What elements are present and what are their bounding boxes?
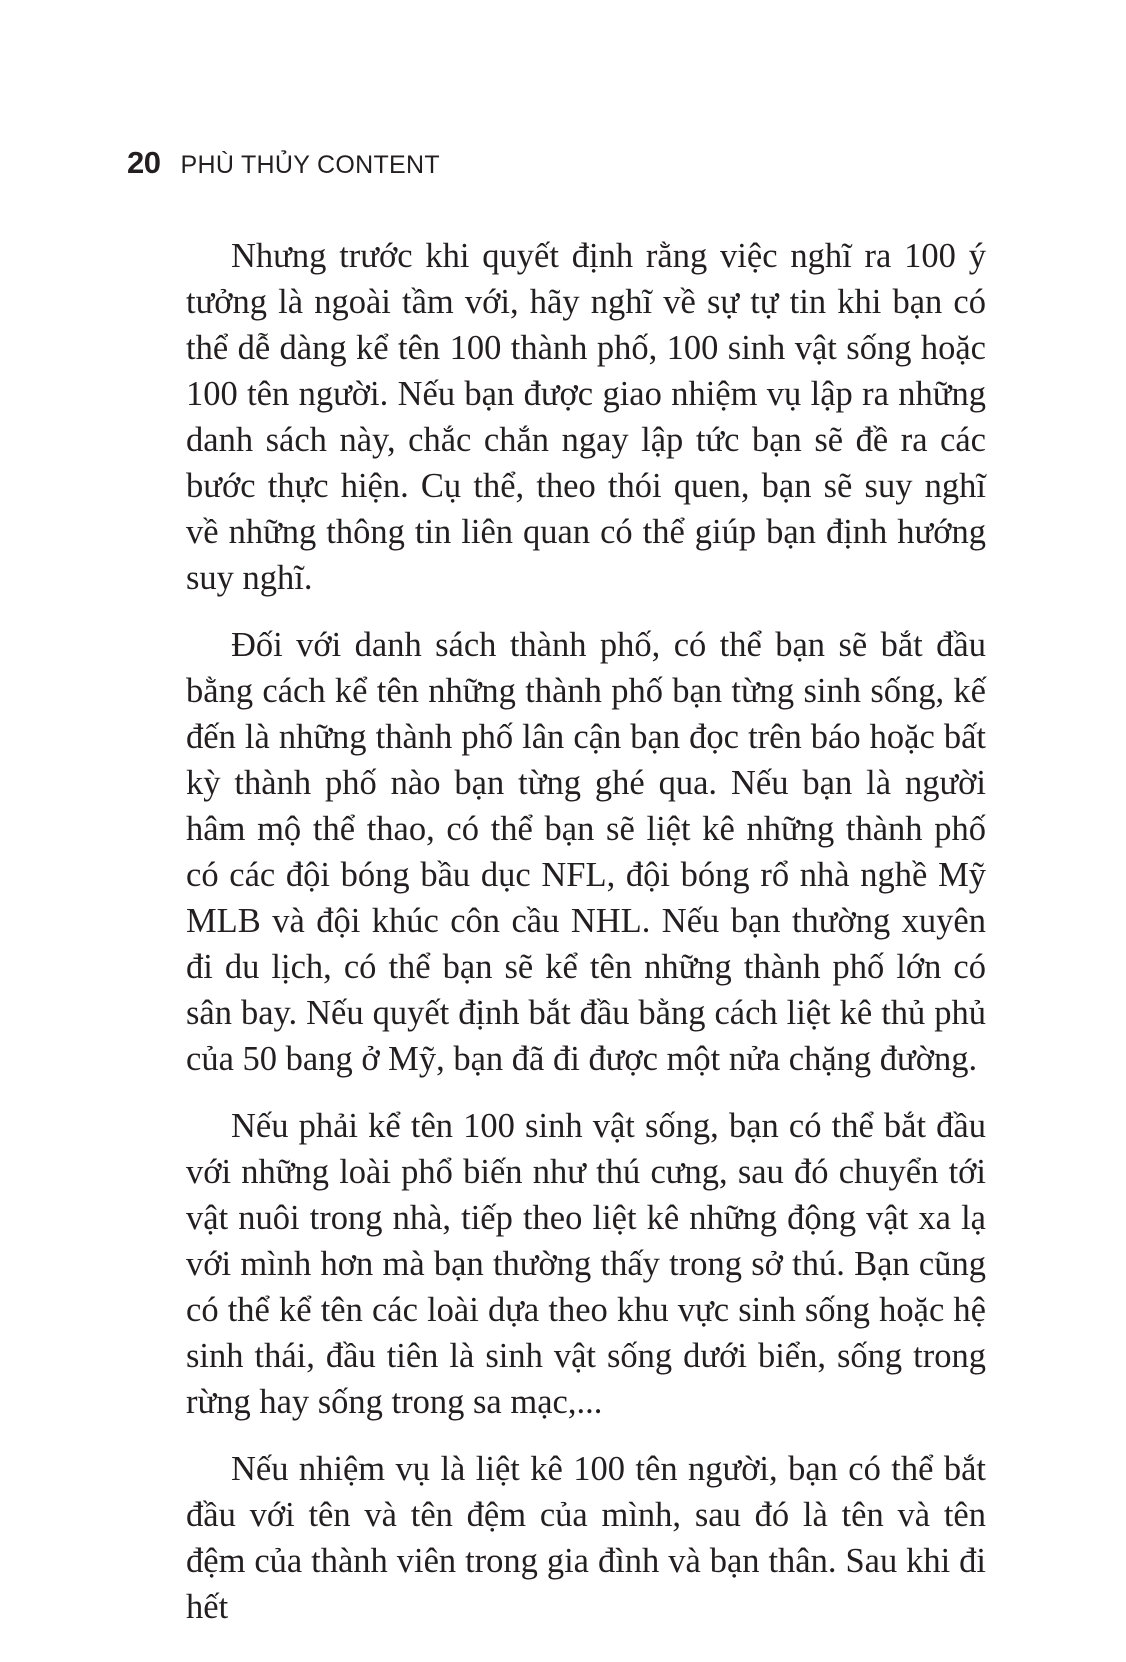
book-title: PHÙ THỦY CONTENT bbox=[180, 151, 440, 179]
page-number: 20 bbox=[127, 145, 161, 180]
paragraph: Nếu phải kể tên 100 sinh vật sống, bạn có thể bắt đầu với những loài phổ biến như thú cưng, sau đó chuyển tới vật nuôi trong nhà, tiếp theo liệt kê những động vật xa lạ với mình hơn mà bạn thường thấy trong sở thú. Bạn cũng có thể kể tên các loài dựa theo khu vực sinh sống hoặc hệ sinh thái, đầu tiên là sinh vật sống dưới biển, sống trong rừng hay sống trong sa mạc,... bbox=[186, 1107, 986, 1421]
paragraph: Đối với danh sách thành phố, có thể bạn sẽ bắt đầu bằng cách kể tên những thành phố bạn từng sinh sống, kế đến là những thành phố lân cận bạn đọc trên báo hoặc bất kỳ thành phố nào bạn từng ghé qua. Nếu bạn là người hâm mộ thể thao, có thể bạn sẽ liệt kê những thành phố có các đội bóng bầu dục NFL, đội bóng rổ nhà nghề Mỹ MLB và đội khúc côn cầu NHL. Nếu bạn thường xuyên đi du lịch, có thể bạn sẽ kể tên những thành phố lớn có sân bay. Nếu quyết định bắt đầu bằng cách liệt kê thủ phủ của 50 bang ở Mỹ, bạn đã đi được một nửa chặng đường. bbox=[186, 626, 986, 1078]
running-head bbox=[127, 145, 440, 181]
paragraph: Nhưng trước khi quyết định rằng việc nghĩ ra 100 ý tưởng là ngoài tầm với, hãy nghĩ về sự tự tin khi bạn có thể dễ dàng kể tên 100 thành phố, 100 sinh vật sống hoặc 100 tên người. Nếu bạn được giao nhiệm vụ lập ra những danh sách này, chắc chắn ngay lập tức bạn sẽ đề ra các bước thực hiện. Cụ thể, theo thói quen, bạn sẽ suy nghĩ về những thông tin liên quan có thể giúp bạn định hướng suy nghĩ. bbox=[186, 237, 986, 597]
body-text bbox=[186, 233, 986, 1651]
paragraph: Nếu nhiệm vụ là liệt kê 100 tên người, bạn có thể bắt đầu với tên và tên đệm của mình, sau đó là tên và tên đệm của thành viên trong gia đình và bạn thân. Sau khi đi hết bbox=[186, 1450, 986, 1626]
